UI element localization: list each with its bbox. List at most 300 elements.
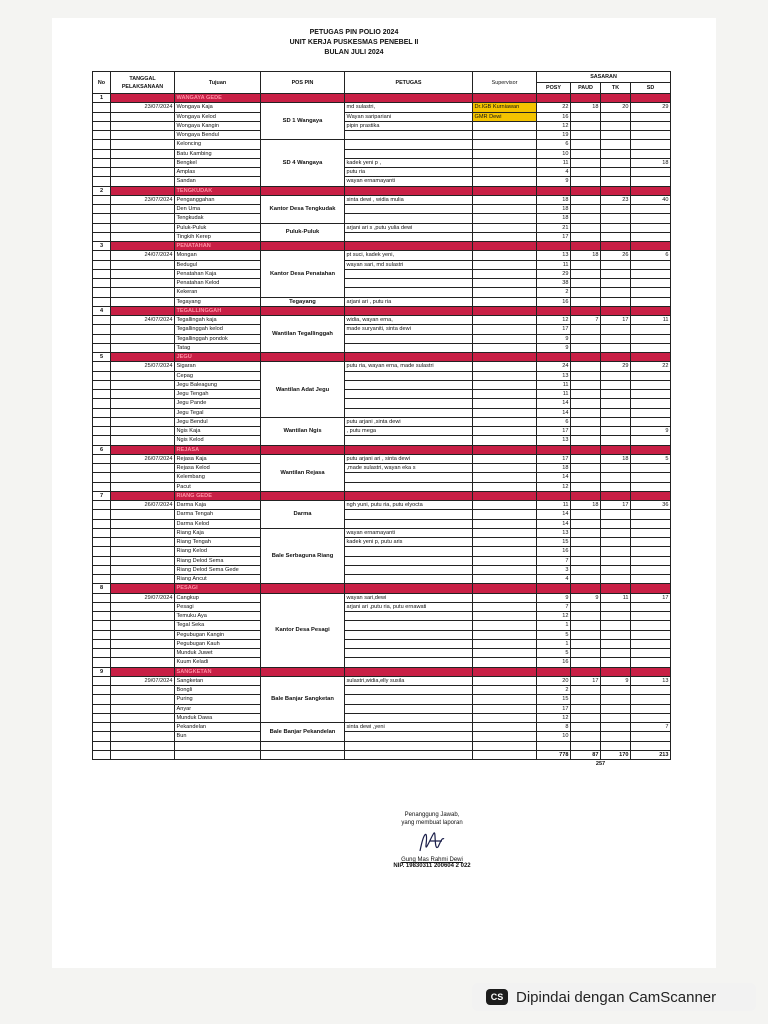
row-number-cell (93, 621, 111, 630)
tujuan-cell: Pesagi (175, 602, 261, 611)
group-band-cell (571, 584, 601, 593)
table-row (93, 649, 671, 658)
tk-cell (601, 214, 631, 223)
row-number-cell (93, 695, 111, 704)
col-header-sasaran: SASARAN (537, 72, 671, 83)
totals-blank-cell (175, 750, 261, 759)
tujuan-cell: Riang Delod Sema Gede (175, 565, 261, 574)
totals-blank-cell (93, 750, 111, 759)
tk-cell: 9 (601, 676, 631, 685)
row-number-cell (93, 417, 111, 426)
date-cell (111, 269, 175, 278)
posy-cell: 16 (537, 297, 571, 306)
petugas-cell: wayan sari, md sulastri (345, 260, 473, 269)
table-row (93, 362, 671, 371)
group-name: JEGU (175, 353, 261, 362)
group-band-cell (537, 242, 571, 251)
supervisor-cell (473, 343, 537, 352)
row-number-cell (93, 408, 111, 417)
paud-cell (571, 695, 601, 704)
table-row (93, 251, 671, 260)
pos-pin-cell: Kantor Desa Penatahan (261, 251, 345, 297)
date-cell: 29/07/2024 (111, 593, 175, 602)
row-number-cell (93, 177, 111, 186)
posy-cell: 20 (537, 676, 571, 685)
tk-cell (601, 390, 631, 399)
tk-cell (601, 334, 631, 343)
row-number-cell (93, 205, 111, 214)
date-cell (111, 288, 175, 297)
tk-cell (601, 177, 631, 186)
posy-cell: 5 (537, 649, 571, 658)
supervisor-cell (473, 621, 537, 630)
paud-cell (571, 732, 601, 741)
tujuan-cell: Penatahan Kaja (175, 269, 261, 278)
petugas-cell: arjani ari ,putu ria, putu ernawati (345, 602, 473, 611)
group-row (93, 584, 671, 593)
posy-cell: 29 (537, 269, 571, 278)
sd-cell (631, 658, 671, 667)
table-row (93, 723, 671, 732)
signer-name: Gung Mas Rahmi Dewi (401, 857, 463, 863)
petugas-cell: kadek yeni p , (345, 158, 473, 167)
tk-cell (601, 630, 631, 639)
petugas-cell (345, 214, 473, 223)
sd-cell (631, 519, 671, 528)
petugas-cell (345, 519, 473, 528)
petugas-cell (345, 371, 473, 380)
sd-cell (631, 639, 671, 648)
paud-cell (571, 723, 601, 732)
paud-cell (571, 528, 601, 537)
tk-cell: 29 (601, 362, 631, 371)
petugas-cell: pt suci, kadek yeni, (345, 251, 473, 260)
row-number-cell (93, 297, 111, 306)
table-row (93, 612, 671, 621)
petugas-cell (345, 556, 473, 565)
group-band-cell (601, 242, 631, 251)
posy-cell: 17 (537, 232, 571, 241)
sd-cell (631, 408, 671, 417)
group-name: TEGALLINGGAH (175, 306, 261, 315)
date-cell (111, 723, 175, 732)
group-band-cell (631, 584, 671, 593)
group-band-cell (345, 667, 473, 676)
table-row (93, 676, 671, 685)
tujuan-cell: Tatag (175, 343, 261, 352)
sd-cell: 36 (631, 501, 671, 510)
group-band-cell (261, 94, 345, 103)
combined-blank-cell (111, 760, 175, 769)
table-row (93, 658, 671, 667)
combined-blank-cell (345, 760, 473, 769)
camscanner-watermark (472, 983, 756, 1011)
posy-cell: 22 (537, 103, 571, 112)
sd-cell (631, 732, 671, 741)
group-band-cell (473, 242, 537, 251)
supervisor-cell (473, 140, 537, 149)
posy-cell: 12 (537, 713, 571, 722)
posy-cell: 4 (537, 575, 571, 584)
pos-pin-cell: Darma (261, 501, 345, 529)
posy-cell: 18 (537, 464, 571, 473)
paud-cell (571, 131, 601, 140)
table-row (93, 103, 671, 112)
petugas-cell (345, 713, 473, 722)
group-band-cell (537, 306, 571, 315)
date-cell (111, 279, 175, 288)
group-band-cell (571, 242, 601, 251)
posy-cell: 38 (537, 279, 571, 288)
tujuan-cell: Kekeran (175, 288, 261, 297)
row-number-cell (93, 158, 111, 167)
petugas-cell: ngh yuni, putu ria, putu elyocta (345, 501, 473, 510)
group-spacer (111, 94, 175, 103)
table-row (93, 538, 671, 547)
sd-cell (631, 232, 671, 241)
pos-pin-cell: SD 1 Wangaya (261, 103, 345, 140)
tk-cell (601, 371, 631, 380)
paud-cell (571, 297, 601, 306)
table-row (93, 454, 671, 463)
posy-cell: 2 (537, 288, 571, 297)
petugas-cell (345, 232, 473, 241)
group-band-cell (473, 306, 537, 315)
date-cell (111, 556, 175, 565)
group-number: 8 (93, 584, 111, 593)
table-row (93, 575, 671, 584)
petugas-cell (345, 621, 473, 630)
posy-cell: 18 (537, 214, 571, 223)
supervisor-cell (473, 464, 537, 473)
petugas-cell (345, 436, 473, 445)
petugas-cell (345, 334, 473, 343)
sd-cell (631, 288, 671, 297)
supervisor-cell (473, 436, 537, 445)
tk-cell (601, 399, 631, 408)
paud-cell (571, 519, 601, 528)
posy-cell: 17 (537, 325, 571, 334)
group-band-cell (631, 353, 671, 362)
group-band-cell (571, 491, 601, 500)
group-spacer (111, 584, 175, 593)
date-cell (111, 223, 175, 232)
tk-cell (601, 510, 631, 519)
supervisor-cell (473, 232, 537, 241)
posy-cell: 18 (537, 205, 571, 214)
combined-blank-cell (175, 760, 261, 769)
posy-cell: 18 (537, 195, 571, 204)
table-row (93, 297, 671, 306)
supervisor-cell (473, 158, 537, 167)
tujuan-cell: Bedugul (175, 260, 261, 269)
table-row (93, 547, 671, 556)
paud-cell (571, 195, 601, 204)
tk-cell (601, 436, 631, 445)
supervisor-cell (473, 149, 537, 158)
row-number-cell (93, 528, 111, 537)
group-band-cell (473, 491, 537, 500)
blank-row (93, 741, 671, 750)
petugas-cell (345, 279, 473, 288)
tk-cell (601, 565, 631, 574)
paud-cell (571, 112, 601, 121)
date-cell (111, 704, 175, 713)
sd-cell (631, 297, 671, 306)
table-row (93, 325, 671, 334)
date-cell (111, 417, 175, 426)
group-band-cell (473, 186, 537, 195)
tk-cell (601, 639, 631, 648)
tujuan-cell: Cangkup (175, 593, 261, 602)
group-band-cell (571, 667, 601, 676)
sd-cell: 17 (631, 593, 671, 602)
petugas-cell: putu ria (345, 168, 473, 177)
paud-cell (571, 713, 601, 722)
group-spacer (111, 667, 175, 676)
tujuan-cell: Tegal Seka (175, 621, 261, 630)
sd-cell (631, 695, 671, 704)
date-cell (111, 565, 175, 574)
petugas-cell: arjani ari , putu ria (345, 297, 473, 306)
petugas-cell (345, 547, 473, 556)
date-cell (111, 158, 175, 167)
pos-pin-cell: Wantilan Ngis (261, 417, 345, 445)
posy-cell: 9 (537, 343, 571, 352)
sd-cell (631, 269, 671, 278)
row-number-cell (93, 288, 111, 297)
col-header-sd: SD (631, 83, 671, 94)
tujuan-cell: Rejasa Kaja (175, 454, 261, 463)
row-number-cell (93, 131, 111, 140)
tk-cell (601, 343, 631, 352)
tk-cell: 23 (601, 195, 631, 204)
date-cell (111, 686, 175, 695)
pos-pin-cell: Bale Banjar Pekandelan (261, 723, 345, 742)
table-row (93, 390, 671, 399)
row-number-cell (93, 630, 111, 639)
petugas-cell: , putu mega (345, 427, 473, 436)
row-number-cell (93, 214, 111, 223)
petugas-cell (345, 732, 473, 741)
sd-cell: 18 (631, 158, 671, 167)
posy-cell: 16 (537, 547, 571, 556)
paud-cell (571, 288, 601, 297)
posy-cell: 12 (537, 612, 571, 621)
paud-cell (571, 436, 601, 445)
row-number-cell (93, 473, 111, 482)
row-number-cell (93, 371, 111, 380)
tujuan-cell: Darma Kaja (175, 501, 261, 510)
col-header-petugas: PETUGAS (345, 72, 473, 94)
group-band-cell (261, 584, 345, 593)
posy-cell: 21 (537, 223, 571, 232)
sd-cell (631, 417, 671, 426)
petugas-cell: putu arjani ari , sinta dewi (345, 454, 473, 463)
tk-cell (601, 621, 631, 630)
sd-cell (631, 556, 671, 565)
tujuan-cell: Wongaya Kaja (175, 103, 261, 112)
row-number-cell (93, 464, 111, 473)
group-band-cell (261, 353, 345, 362)
supervisor-cell (473, 177, 537, 186)
paud-cell (571, 380, 601, 389)
group-number: 5 (93, 353, 111, 362)
row-number-cell (93, 223, 111, 232)
row-number-cell (93, 713, 111, 722)
tk-cell (601, 149, 631, 158)
tujuan-cell: Den Uma (175, 205, 261, 214)
tujuan-cell: Darma Kelod (175, 519, 261, 528)
posy-cell: 12 (537, 121, 571, 130)
group-band-cell (631, 306, 671, 315)
group-row (93, 94, 671, 103)
group-band-cell (601, 186, 631, 195)
date-cell (111, 297, 175, 306)
tujuan-cell: Kelembang (175, 473, 261, 482)
paud-cell (571, 510, 601, 519)
group-band-cell (631, 186, 671, 195)
date-cell (111, 621, 175, 630)
row-number-cell (93, 334, 111, 343)
posy-cell: 11 (537, 390, 571, 399)
group-band-cell (571, 306, 601, 315)
paud-cell (571, 279, 601, 288)
tujuan-cell: Ngis Kaja (175, 427, 261, 436)
date-cell (111, 639, 175, 648)
date-cell (111, 649, 175, 658)
supervisor-cell (473, 602, 537, 611)
paud-cell (571, 547, 601, 556)
supervisor-cell (473, 565, 537, 574)
date-cell (111, 371, 175, 380)
paud-cell (571, 575, 601, 584)
paud-cell (571, 362, 601, 371)
totals-blank-cell (345, 750, 473, 759)
supervisor-cell (473, 704, 537, 713)
tujuan-cell: Pacut (175, 482, 261, 491)
pos-pin-cell: SD 4 Wangaya (261, 140, 345, 186)
supervisor-cell (473, 686, 537, 695)
blank-cell (571, 741, 601, 750)
row-number-cell (93, 723, 111, 732)
col-header-pos-pin: POS PIN (261, 72, 345, 94)
group-band-cell (345, 186, 473, 195)
tk-cell (601, 297, 631, 306)
supervisor-cell (473, 427, 537, 436)
sd-cell (631, 371, 671, 380)
group-name: PENATAHAN (175, 242, 261, 251)
tk-cell (601, 575, 631, 584)
group-row (93, 353, 671, 362)
sd-cell (631, 686, 671, 695)
date-cell (111, 510, 175, 519)
tujuan-cell: Tegallinggah pondok (175, 334, 261, 343)
group-band-cell (601, 353, 631, 362)
row-number-cell (93, 168, 111, 177)
group-band-cell (601, 306, 631, 315)
sd-cell (631, 528, 671, 537)
sd-cell (631, 149, 671, 158)
group-band-cell (473, 667, 537, 676)
group-band-cell (345, 584, 473, 593)
blank-cell (345, 741, 473, 750)
tujuan-cell: Kuum Keladi (175, 658, 261, 667)
petugas-cell (345, 612, 473, 621)
table-row (93, 593, 671, 602)
paud-cell (571, 454, 601, 463)
petugas-cell: md sulastri, (345, 103, 473, 112)
table-row (93, 704, 671, 713)
petugas-cell (345, 343, 473, 352)
group-row (93, 667, 671, 676)
row-number-cell (93, 454, 111, 463)
date-cell (111, 473, 175, 482)
posy-cell: 9 (537, 593, 571, 602)
sd-cell (631, 214, 671, 223)
petugas-cell (345, 639, 473, 648)
tujuan-cell: Riang Tengah (175, 538, 261, 547)
tujuan-cell: Penganggahan (175, 195, 261, 204)
table-row (93, 436, 671, 445)
group-band-cell (537, 491, 571, 500)
posy-cell: 8 (537, 723, 571, 732)
pos-pin-cell: Kantor Desa Pesagi (261, 593, 345, 667)
supervisor-cell (473, 658, 537, 667)
paud-cell: 7 (571, 316, 601, 325)
sd-cell (631, 121, 671, 130)
supervisor-cell (473, 630, 537, 639)
row-number-cell (93, 501, 111, 510)
sd-cell (631, 547, 671, 556)
table-row (93, 732, 671, 741)
date-cell (111, 482, 175, 491)
group-name: TENGKUDAK (175, 186, 261, 195)
paud-cell (571, 140, 601, 149)
paud-cell (571, 704, 601, 713)
sd-cell (631, 205, 671, 214)
tujuan-cell: Sangketan (175, 676, 261, 685)
sd-cell (631, 612, 671, 621)
posy-cell: 13 (537, 251, 571, 260)
tujuan-cell: Wongaya Bendul (175, 131, 261, 140)
tk-cell (601, 427, 631, 436)
posy-cell: 17 (537, 427, 571, 436)
posy-cell: 17 (537, 454, 571, 463)
paud-cell (571, 630, 601, 639)
combined-blank-cell (473, 760, 537, 769)
tujuan-cell: Munduk Juwet (175, 649, 261, 658)
date-cell (111, 575, 175, 584)
date-cell (111, 343, 175, 352)
group-band-cell (345, 353, 473, 362)
supervisor-cell (473, 297, 537, 306)
document-month: BULAN JULI 2024 (324, 49, 384, 56)
sd-cell (631, 565, 671, 574)
row-number-cell (93, 575, 111, 584)
tk-cell (601, 482, 631, 491)
row-number-cell (93, 149, 111, 158)
date-cell (111, 334, 175, 343)
supervisor-cell (473, 482, 537, 491)
supervisor-cell (473, 316, 537, 325)
paud-cell (571, 658, 601, 667)
combined-total-row (93, 760, 671, 769)
date-cell (111, 436, 175, 445)
posy-cell: 9 (537, 334, 571, 343)
supervisor-cell (473, 519, 537, 528)
sd-cell: 7 (631, 723, 671, 732)
